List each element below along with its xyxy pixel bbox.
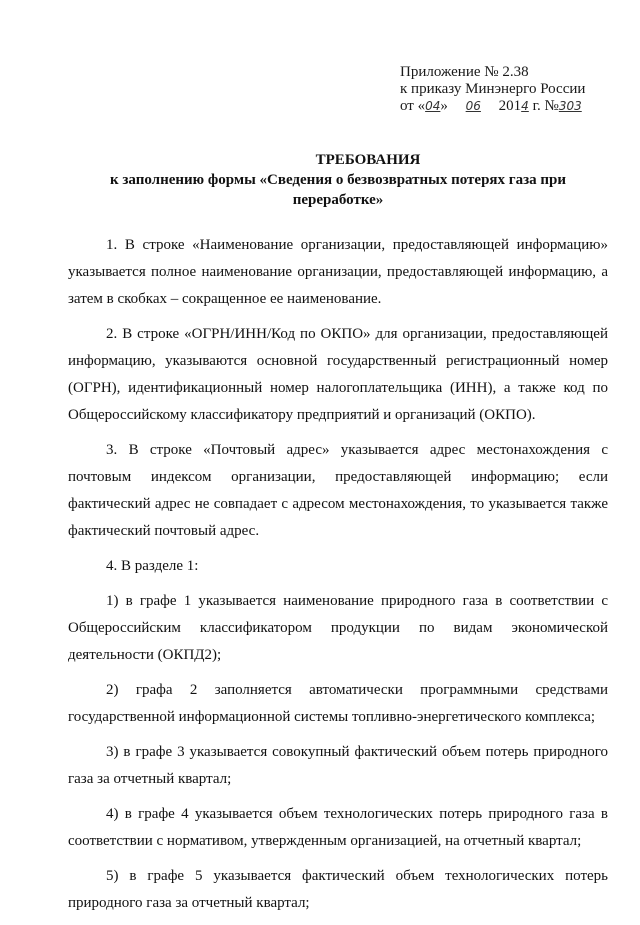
title-sub-line-1: к заполнению формы «Сведения о безвозвратных потерях газа при — [109, 172, 567, 188]
appendix-date-prefix: от « — [400, 98, 426, 114]
title-main: ТРЕБОВАНИЯ — [315, 152, 421, 168]
appendix-line-1: Приложение № 2.38 — [400, 64, 529, 80]
appendix-year: 201 — [494, 98, 522, 114]
paragraph-3: 3. В строке «Почтовый адрес» указывается адрес местонахождения с почтовым индексом организации, предоставляющей информацию; если фактический адрес не совпадает с адресом местонахождения, то указывается также фактический почтовый адрес. — [68, 442, 608, 539]
handwritten-year-digit: 4 — [521, 99, 529, 113]
title-sub-line-2: переработке» — [292, 192, 384, 208]
paragraph-2: 2. В строке «ОГРН/ИНН/Код по ОКПО» для организации, предоставляющей информацию, указываются основной государственный регистрационный номер (ОГРН), идентификационный номер налогоплательщика (ИНН), а также код по Общероссийскому классификатору предприятий и организаций (ОКПО). — [68, 326, 608, 423]
paragraph-4-item-4: 4) в графе 4 указывается объем технологических потерь природного газа в соответствии с нормативом, утвержденным организацией, на отчетный квартал; — [68, 806, 608, 849]
appendix-line-3 — [400, 98, 620, 115]
paragraph-4-item-1: 1) в графе 1 указывается наименование природного газа в соответствии с Общероссийским классификатором продукции по видам экономической деятельности (ОКПД2); — [68, 593, 608, 663]
handwritten-month: 06 — [465, 99, 481, 113]
paragraph-4-item-3: 3) в графе 3 указывается совокупный фактический объем потерь природного газа за отчетный квартал; — [68, 744, 608, 787]
paragraph-4-item-2: 2) графа 2 заполняется автоматически программными средствами государственной информационной системы топливно-энергетического комплекса; — [68, 682, 608, 725]
appendix-date-mid: » — [440, 98, 452, 114]
appendix-line-2: к приказу Минэнерго России — [400, 81, 586, 97]
handwritten-day: 04 — [425, 99, 441, 113]
paragraph-1: 1. В строке «Наименование организации, предоставляющей информацию» указывается полное наименование организации, предоставляющей информацию, а затем в скобках – сокращенное ее наименование. — [68, 237, 608, 307]
document-title — [68, 150, 608, 210]
appendix-header — [400, 64, 620, 115]
handwritten-order-number: 303 — [558, 99, 582, 113]
appendix-number-label: г. № — [528, 98, 559, 114]
document-body — [68, 232, 608, 925]
paragraph-4-item-5: 5) в графе 5 указывается фактический объем технологических потерь природного газа за отчетный квартал; — [68, 868, 608, 911]
paragraph-4: 4. В разделе 1: — [106, 558, 199, 574]
